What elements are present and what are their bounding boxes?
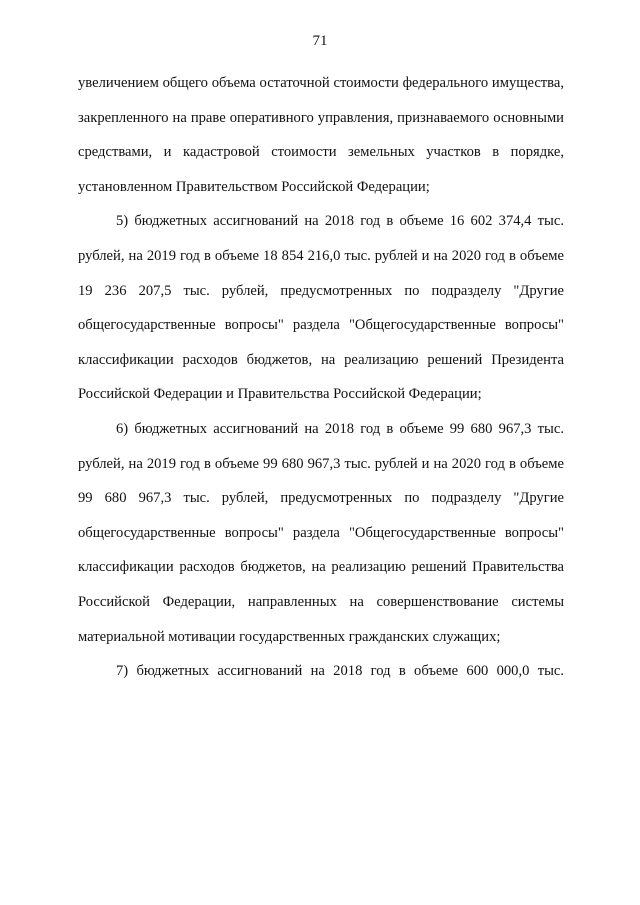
page-number: 71: [312, 33, 328, 49]
paragraph-item-5: 5) бюджетных ассигнований на 2018 год в объеме 16 602 374,4 тыс. рублей, на 2019 год в объеме 18 854 216,0 тыс. рублей и на 2020 год в объеме 19 236 207,5 тыс. рублей, предусмотренных по подразделу "Другие общегосударственные вопросы" раздела "Общегосударственные вопросы" классификации расходов бюджетов, на реализацию решений Президента Российской Федерации и Правительства Российской Федерации;: [78, 213, 564, 403]
paragraph-item-7: 7) бюджетных ассигнований на 2018 год в объеме 600 000,0 тыс.: [116, 663, 564, 680]
paragraph-item-6: 6) бюджетных ассигнований на 2018 год в объеме 99 680 967,3 тыс. рублей, на 2019 год в объеме 99 680 967,3 тыс. рублей и на 2020 год в объеме 99 680 967,3 тыс. рублей, предусмотренных по подразделу "Другие общегосударственные вопросы" раздела "Общегосударственные вопросы" классификации расходов бюджетов, на реализацию решений Правительства Российской Федерации, направленных на совершенствование системы материальной мотивации государственных гражданских служащих;: [78, 420, 564, 645]
paragraph-continuation: увеличением общего объема остаточной стоимости федерального имущества, закрепленного на праве оперативного управления, признаваемого основными средствами, и кадастровой стоимости земельных участков в порядке, установленном Правительством Российской Федерации;: [78, 75, 564, 195]
document-body: [78, 66, 564, 689]
